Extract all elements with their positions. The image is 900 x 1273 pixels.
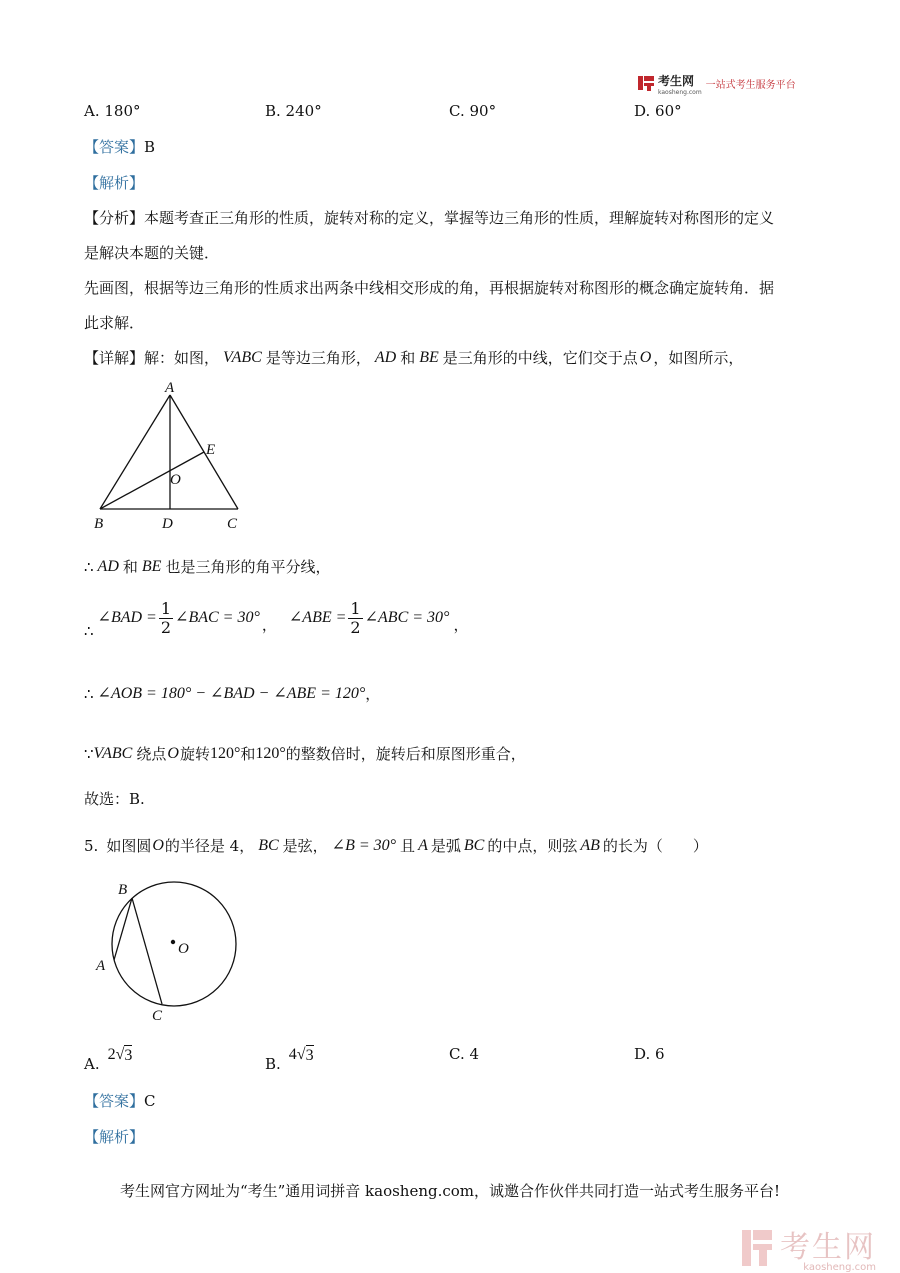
detail-tag: 【详解】 bbox=[84, 349, 145, 367]
q5-segment-bc: BC bbox=[258, 837, 279, 854]
fraction-den: 2 bbox=[350, 617, 361, 637]
q5-point-o: O bbox=[152, 837, 164, 854]
step2-lhs1: ∠BAD = bbox=[97, 609, 157, 626]
step4-triangle: VABC bbox=[93, 745, 133, 762]
step3-equation: ∠AOB = 180° − ∠BAD − ∠ABE = 120° bbox=[97, 685, 366, 702]
fraction-num: 1 bbox=[160, 598, 172, 618]
q5-option-b-coef: 4 bbox=[288, 1046, 297, 1063]
q5-text-f: 的中点，则弦 bbox=[487, 837, 578, 855]
q5-option-a-coef: 2 bbox=[107, 1046, 116, 1063]
q5-text-e: 是弧 bbox=[430, 837, 461, 855]
logo-url: kaosheng.com bbox=[658, 89, 702, 96]
watermark bbox=[740, 1222, 876, 1273]
step2-comma: ， bbox=[261, 616, 277, 634]
header-logo bbox=[637, 72, 796, 94]
step4-text-a: 绕点 bbox=[136, 745, 167, 763]
kaosheng-logo-icon bbox=[637, 74, 655, 92]
step-4 bbox=[84, 744, 526, 764]
detail-text-c: 是三角形的中线，它们交于点 bbox=[442, 349, 638, 367]
triangle-figure bbox=[86, 376, 256, 536]
step-3 bbox=[84, 684, 380, 704]
q5-angle-b: ∠B = 30° bbox=[331, 837, 397, 854]
method-text-2: 此求解． bbox=[84, 314, 145, 332]
step-1 bbox=[84, 557, 330, 577]
fraction-half-2 bbox=[348, 600, 362, 637]
sqrt-symbol: √ bbox=[296, 1046, 306, 1063]
step4-angle-2: 120° bbox=[255, 745, 286, 762]
q5-point-a: A bbox=[418, 837, 428, 854]
logo-slogan: 一站式考生服务平台 bbox=[705, 79, 796, 91]
center-dot bbox=[171, 940, 175, 944]
q5-text-c: 是弦， bbox=[282, 837, 328, 855]
circle-figure bbox=[92, 874, 252, 1026]
q5-answer-tag: 【答案】 bbox=[84, 1092, 145, 1110]
q5-option-c: C. 4 bbox=[449, 1045, 480, 1063]
answer-value: B bbox=[144, 138, 156, 156]
q5-text-a: 如图圆 bbox=[106, 837, 152, 855]
watermark-logo-icon bbox=[740, 1226, 774, 1270]
conclusion: 故选：B. bbox=[84, 790, 145, 808]
fraction-num: 1 bbox=[350, 598, 361, 618]
because-symbol: ∵ bbox=[84, 745, 94, 763]
q5-arc-bc: BC bbox=[463, 837, 485, 854]
step1-be: BE bbox=[141, 558, 162, 575]
fig-label-b: B bbox=[94, 516, 104, 532]
q5-option-a bbox=[84, 1036, 132, 1074]
q5-option-b-label: B. bbox=[265, 1055, 281, 1073]
step1-and: 和 bbox=[122, 558, 138, 576]
step1-tail: 也是三角形的角平分线， bbox=[165, 558, 331, 576]
fig-label-e: E bbox=[206, 442, 216, 458]
q5-number: 5. bbox=[84, 837, 99, 855]
q5-stem bbox=[84, 836, 708, 856]
q5-fig-label-o: O bbox=[178, 941, 189, 957]
q4-option-d: D. 60° bbox=[634, 102, 682, 120]
step2-rhs1: ∠BAC = 30° bbox=[175, 609, 260, 626]
triangle-abc: VABC bbox=[223, 349, 262, 366]
q5-answer-value: C bbox=[144, 1092, 156, 1110]
fenxi-tag: 【分析】 bbox=[84, 209, 145, 227]
step2-end: ， bbox=[453, 616, 469, 634]
step-2 bbox=[84, 595, 468, 641]
method-text-1: 先画图，根据等边三角形的性质求出两条中线相交形成的角，再根据旋转对称图形的概念确定旋转角．据 bbox=[84, 279, 775, 297]
fenxi-line-1 bbox=[84, 208, 774, 228]
detail-line bbox=[84, 348, 743, 368]
q5-text-d: 且 bbox=[400, 837, 416, 855]
step2-therefore: ∴ bbox=[84, 622, 94, 640]
fraction-den: 2 bbox=[160, 617, 172, 637]
q5-option-b-radicand: 3 bbox=[305, 1046, 314, 1064]
segment-be: BE bbox=[419, 349, 439, 366]
q5-answer-line bbox=[84, 1091, 156, 1111]
q5-segment-ab: AB bbox=[580, 837, 600, 854]
logo-name: 考生网 bbox=[658, 74, 695, 88]
step4-angle-1: 120° bbox=[209, 745, 241, 762]
q5-fig-label-c: C bbox=[152, 1008, 163, 1024]
analysis-tag: 【解析】 bbox=[84, 174, 145, 192]
q5-analysis-tag: 【解析】 bbox=[84, 1128, 145, 1146]
q5-option-b bbox=[265, 1036, 314, 1074]
point-o: O bbox=[639, 349, 652, 366]
answer-tag: 【答案】 bbox=[84, 138, 145, 156]
q5-option-a-radicand: 3 bbox=[124, 1046, 133, 1064]
q5-option-d: D. 6 bbox=[634, 1045, 665, 1063]
q5-fig-label-b: B bbox=[118, 882, 128, 898]
step3-therefore: ∴ bbox=[84, 685, 94, 703]
step3-end: ， bbox=[365, 685, 381, 703]
step4-point-o: O bbox=[167, 745, 179, 762]
therefore-symbol: ∴ bbox=[84, 558, 94, 576]
step4-text-c: 和 bbox=[240, 745, 256, 763]
detail-text-d: ，如图所示， bbox=[653, 349, 744, 367]
watermark-url: kaosheng.com bbox=[803, 1262, 876, 1273]
fig-label-c: C bbox=[227, 516, 238, 532]
step2-rhs2: ∠ABC = 30° bbox=[364, 609, 450, 626]
fenxi-text-2: 是解决本题的关键． bbox=[84, 244, 220, 262]
q4-option-c: C. 90° bbox=[449, 102, 497, 120]
segment-ad: AD bbox=[374, 349, 397, 366]
q5-option-a-label: A. bbox=[84, 1055, 100, 1073]
q5-text-b: 的半径是 4， bbox=[164, 837, 255, 855]
detail-text-b: 是等边三角形， bbox=[265, 349, 371, 367]
step2-lhs2: ∠ABE = bbox=[288, 609, 347, 626]
sqrt-symbol: √ bbox=[115, 1046, 125, 1063]
q5-fig-label-a: A bbox=[96, 958, 106, 974]
fig-label-a: A bbox=[165, 380, 175, 396]
step1-ad: AD bbox=[97, 558, 119, 575]
q4-answer-line bbox=[84, 137, 155, 157]
fenxi-text-1: 本题考查正三角形的性质，旋转对称的定义，掌握等边三角形的性质，理解旋转对称图形的定义 bbox=[144, 209, 775, 227]
detail-text-a: 解：如图， bbox=[144, 349, 220, 367]
fig-label-o: O bbox=[170, 472, 181, 488]
q4-option-b: B. 240° bbox=[265, 102, 322, 120]
step4-text-d: 的整数倍时，旋转后和原图形重合， bbox=[285, 745, 526, 763]
watermark-name: 考生网 bbox=[780, 1230, 876, 1265]
page-footer: 考生网官方网址为“考生”通用词拼音 kaosheng.com，诚邀合作伙伴共同打造一站式考生服务平台! bbox=[119, 1182, 781, 1200]
q5-text-g: 的长为（ ） bbox=[602, 837, 708, 855]
step4-text-b: 旋转 bbox=[179, 745, 210, 763]
q4-option-a: A. 180° bbox=[84, 102, 141, 120]
fig-label-d: D bbox=[162, 516, 173, 532]
detail-and: 和 bbox=[400, 349, 416, 367]
fraction-half-1 bbox=[159, 600, 173, 637]
